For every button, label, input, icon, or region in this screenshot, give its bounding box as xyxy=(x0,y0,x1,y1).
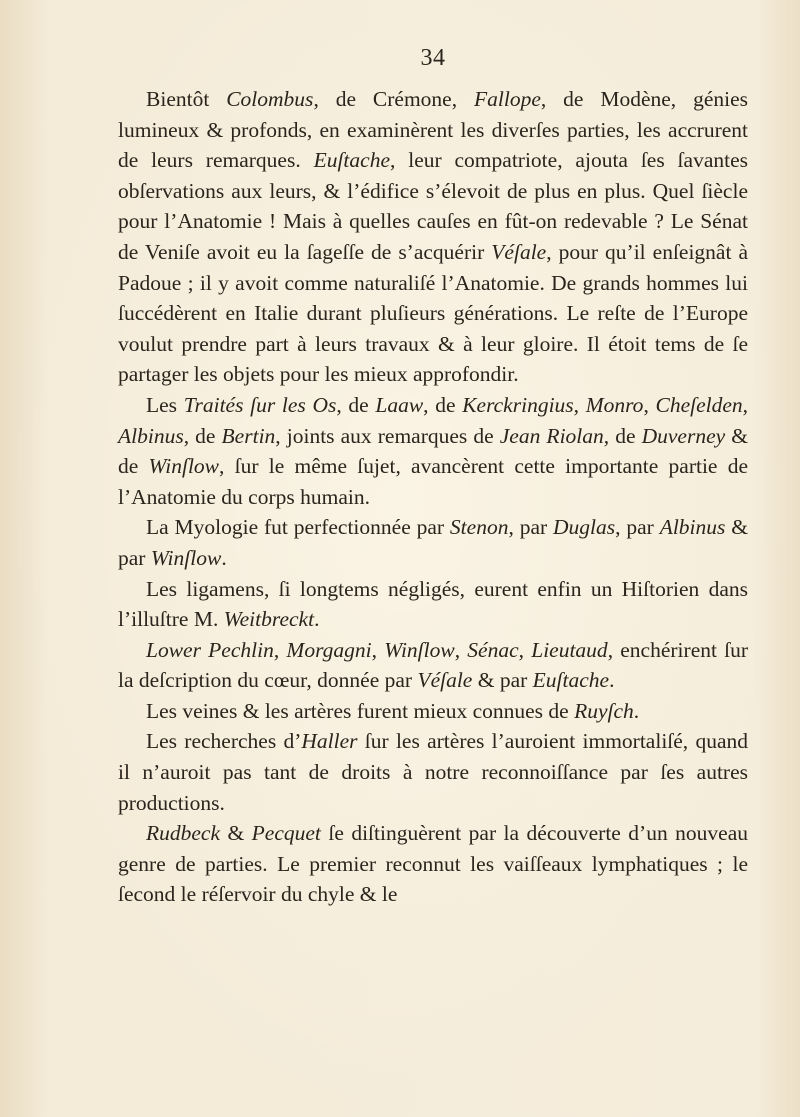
italic-run: Jean Riolan xyxy=(499,423,604,448)
italic-run: Euſtache xyxy=(313,148,390,173)
italic-run: Winſlow xyxy=(150,545,222,570)
text-run: Bientôt xyxy=(146,87,227,111)
text-run: , joints aux remarques de xyxy=(275,423,500,448)
text-run: ſur les artères l’auroient immortaliſé, quand il n’auroit pas tant de droits à notre reconnoiſſance par ſes autres productions. xyxy=(118,729,748,815)
page-number: 34 xyxy=(420,45,446,71)
italic-run: Weitbreckt xyxy=(223,607,315,632)
italic-run: Véſale xyxy=(417,668,473,693)
paragraph xyxy=(118,726,748,818)
text-run: Les recherches d’ xyxy=(146,729,302,754)
paragraph xyxy=(118,818,748,910)
italic-run: Albinus xyxy=(659,515,726,540)
paragraph xyxy=(118,512,748,573)
text-run: & par xyxy=(118,515,748,570)
italic-run: Traités ſur les Os xyxy=(183,392,337,417)
text-run: , xyxy=(273,637,287,662)
italic-run: Duverney xyxy=(641,423,726,448)
italic-run: Albinus xyxy=(118,423,184,448)
text-run: , xyxy=(371,637,385,662)
italic-run: Colombus xyxy=(226,87,314,111)
italic-run: Monro xyxy=(585,392,644,417)
text-run: . xyxy=(314,607,320,632)
italic-run: Lower Pechlin xyxy=(146,637,274,662)
text-run: , de xyxy=(183,423,222,448)
text-run: , enchérirent ſur la deſcription du cœur, donnée par xyxy=(118,637,749,693)
text-run: & de xyxy=(118,423,748,479)
text-run: , de xyxy=(603,423,642,448)
text-run: ſe diſtinguèrent par la découverte d’un nouveau genre de parties. Le premier reconnut les vaiſſeaux lymphatiques ; le ſecond le réſervoir du chyle & le xyxy=(118,821,748,907)
text-run: , de Modène, génies lumineux & profonds, en examinèrent les diverſes parties, les accrurent de leurs remarques. xyxy=(118,87,749,173)
text-run: , par xyxy=(615,515,660,540)
text-run: . xyxy=(609,668,615,693)
text-run: Les veines & les artères furent mieux connues de xyxy=(146,698,575,723)
italic-run: Fallope xyxy=(474,87,541,111)
text-run: , xyxy=(742,392,749,417)
text-run: , ſur le même ſujet, avancèrent cette importante partie de l’Anatomie du corps humain. xyxy=(118,454,748,509)
text-run: , pour qu’il enſeignât à Padoue ; il y avoit comme naturaliſé l’Anatomie. De grands hommes lui ſuccédèrent en Italie durant pluſieurs générations. Le reſte de l’Europe voulut prendre part à leurs travaux & à leur gloire. Il étoit tems de ſe partager les objets pour les mieux approfondir. xyxy=(118,239,749,387)
text-run: Les xyxy=(146,392,184,417)
page-text xyxy=(118,84,748,910)
text-run: , de Crémone, xyxy=(313,87,474,111)
italic-run: Bertin xyxy=(221,423,276,448)
text-run: , xyxy=(573,392,586,417)
italic-run: Laaw xyxy=(375,392,424,417)
italic-run: Winſlow xyxy=(148,454,220,479)
paragraph xyxy=(118,635,748,696)
italic-run: Kerckringius xyxy=(462,392,574,417)
italic-run: Euſtache xyxy=(532,668,610,693)
text-run: La Myologie fut perfectionnée par xyxy=(146,515,450,540)
text-run: , xyxy=(454,637,468,662)
paragraph xyxy=(118,696,748,727)
text-run: Les ligamens, ſi longtems négligés, eurent enfin un Hiſtorien dans l’illuſtre M. xyxy=(118,576,748,632)
italic-run: Haller xyxy=(301,729,358,754)
italic-run: Sénac xyxy=(467,637,519,662)
italic-run: Véſale xyxy=(491,239,547,264)
text-run: , xyxy=(518,637,532,662)
italic-run: Duglas xyxy=(553,515,616,540)
text-run: , de xyxy=(336,392,376,417)
text-run: , leur compatriote, ajouta ſes ſavantes obſervations aux leurs, & l’édifice s’élevoit de plus en plus. Quel ſiècle pour l’Anatomie ! Mais à quelles cauſes en fût-on redevable ? Le Sénat de Veniſe avoit eu la ſageſſe de s’acquérir xyxy=(118,148,749,264)
text-run: . xyxy=(221,545,227,570)
italic-run: Morgagni xyxy=(286,637,372,662)
text-run: & par xyxy=(472,668,533,693)
text-run: , de xyxy=(423,392,463,417)
text-run: . xyxy=(633,698,640,723)
italic-run: Ruyſch xyxy=(574,698,634,723)
italic-run: Lieutaud xyxy=(531,637,608,662)
italic-run: Stenon xyxy=(449,515,509,540)
text-run: & xyxy=(220,821,252,846)
italic-run: Cheſelden xyxy=(655,392,743,417)
text-run: , par xyxy=(508,515,554,540)
italic-run: Rudbeck xyxy=(146,821,221,846)
text-run: , xyxy=(643,392,656,417)
paragraph xyxy=(118,390,748,512)
paragraph xyxy=(118,574,748,635)
paragraph xyxy=(118,84,748,390)
italic-run: Pecquet xyxy=(251,821,321,846)
italic-run: Winſlow xyxy=(384,637,455,662)
